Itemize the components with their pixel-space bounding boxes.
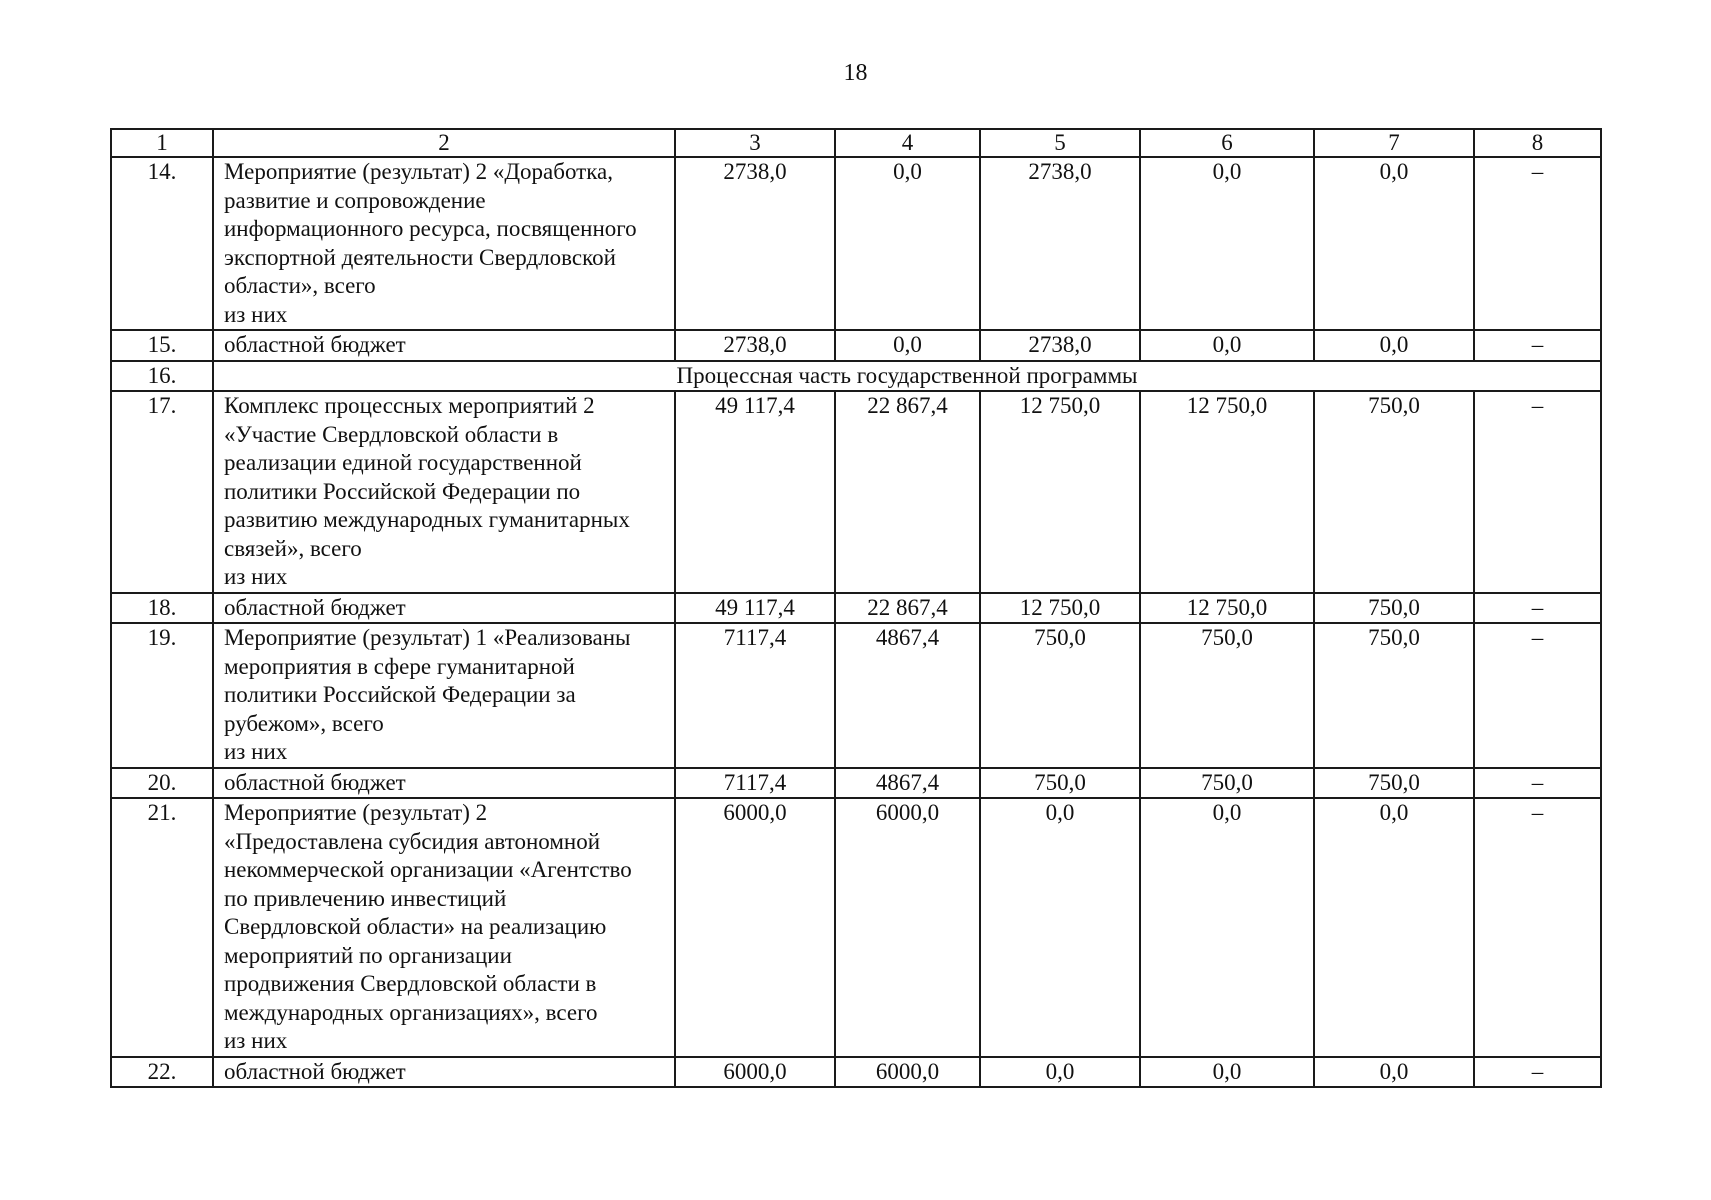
value-cell-col-8: – — [1474, 798, 1601, 1057]
value-cell-col-8: – — [1474, 623, 1601, 768]
description-cell — [213, 157, 675, 330]
value-cell-col-3: 49 117,4 — [675, 593, 835, 624]
row-number-cell: 14. — [111, 157, 213, 330]
description-line: политики Российской Федерации по — [224, 478, 581, 504]
value-cell-col-6: 0,0 — [1140, 1057, 1314, 1088]
description-line: по привлечению инвестиций — [224, 885, 507, 911]
description-line: связей», всего — [224, 535, 362, 561]
value-cell-col-3: 2738,0 — [675, 157, 835, 330]
value-cell-col-3: 2738,0 — [675, 330, 835, 361]
value-cell-col-3: 49 117,4 — [675, 391, 835, 593]
column-header: 6 — [1140, 129, 1314, 157]
row-number-cell: 20. — [111, 768, 213, 799]
column-header: 4 — [835, 129, 980, 157]
value-cell-col-8: – — [1474, 768, 1601, 799]
value-cell-col-8: – — [1474, 391, 1601, 593]
table-row — [111, 623, 1601, 768]
value-cell-col-4: 0,0 — [835, 330, 980, 361]
table-row — [111, 157, 1601, 330]
table-row — [111, 1057, 1601, 1088]
description-line: областной бюджет — [224, 332, 406, 357]
value-cell-col-7: 750,0 — [1314, 593, 1474, 624]
description-cell — [213, 798, 675, 1057]
description-cell — [213, 593, 675, 624]
column-number-header-row — [111, 129, 1601, 157]
description-line: политики Российской Федерации за — [224, 682, 576, 707]
value-cell-col-5: 0,0 — [980, 798, 1140, 1057]
description-line: области», всего — [224, 273, 376, 298]
column-header: 3 — [675, 129, 835, 157]
budget-table — [110, 128, 1602, 1088]
description-line: мероприятия в сфере гуманитарной — [224, 653, 575, 679]
value-cell-col-5: 0,0 — [980, 1057, 1140, 1088]
table-row — [111, 593, 1601, 624]
description-line: информационного ресурса, посвященного — [224, 216, 637, 241]
page-number: 18 — [843, 60, 868, 86]
value-cell-col-6: 12 750,0 — [1140, 593, 1314, 624]
column-header: 8 — [1474, 129, 1601, 157]
description-line: «Участие Свердловской области в — [224, 421, 559, 447]
value-cell-col-4: 6000,0 — [835, 798, 980, 1057]
table-row — [111, 768, 1601, 799]
row-number-cell: 21. — [111, 798, 213, 1057]
value-cell-col-8: – — [1474, 593, 1601, 624]
value-cell-col-7: 0,0 — [1314, 157, 1474, 330]
value-cell-col-7: 750,0 — [1314, 391, 1474, 593]
value-cell-col-7: 0,0 — [1314, 798, 1474, 1057]
description-line: продвижения Свердловской области в — [224, 971, 597, 996]
column-header: 5 — [980, 129, 1140, 157]
table-body — [111, 129, 1601, 1087]
description-cell — [213, 1057, 675, 1088]
value-cell-col-4: 22 867,4 — [835, 593, 980, 624]
description-cell — [213, 768, 675, 799]
section-row — [111, 361, 1601, 392]
description-line: некоммерческой организации «Агентство — [224, 857, 632, 882]
value-cell-col-4: 6000,0 — [835, 1057, 980, 1088]
value-cell-col-6: 0,0 — [1140, 157, 1314, 330]
description-line: мероприятий по организации — [224, 942, 512, 968]
value-cell-col-6: 12 750,0 — [1140, 391, 1314, 593]
description-line: Свердловской области» на реализацию — [224, 914, 607, 939]
table-row — [111, 330, 1601, 361]
description-line: развитие и сопровождение — [224, 187, 486, 213]
value-cell-col-3: 7117,4 — [675, 623, 835, 768]
description-cell — [213, 623, 675, 768]
value-cell-col-7: 750,0 — [1314, 623, 1474, 768]
section-title-cell: Процессная часть государственной программы — [213, 361, 1601, 392]
row-number-cell: 16. — [111, 361, 213, 392]
row-number-cell: 19. — [111, 623, 213, 768]
value-cell-col-7: 750,0 — [1314, 768, 1474, 799]
row-number-cell: 15. — [111, 330, 213, 361]
description-line: из них — [224, 564, 288, 589]
description-line: областной бюджет — [224, 1058, 406, 1084]
row-number-cell: 22. — [111, 1057, 213, 1088]
description-line: Мероприятие (результат) 2 — [224, 800, 488, 825]
description-line: Комплекс процессных мероприятий 2 — [224, 393, 595, 418]
value-cell-col-4: 4867,4 — [835, 623, 980, 768]
description-cell — [213, 330, 675, 361]
value-cell-col-7: 0,0 — [1314, 1057, 1474, 1088]
description-line: рубежом», всего — [224, 710, 384, 736]
value-cell-col-3: 6000,0 — [675, 1057, 835, 1088]
description-line: развитию международных гуманитарных — [224, 507, 630, 532]
value-cell-col-5: 2738,0 — [980, 330, 1140, 361]
value-cell-col-3: 6000,0 — [675, 798, 835, 1057]
column-header: 7 — [1314, 129, 1474, 157]
column-header: 1 — [111, 129, 213, 157]
row-number-cell: 18. — [111, 593, 213, 624]
table-row — [111, 798, 1601, 1057]
description-line: реализации единой государственной — [224, 450, 582, 475]
value-cell-col-4: 0,0 — [835, 157, 980, 330]
value-cell-col-5: 750,0 — [980, 768, 1140, 799]
row-number-cell: 17. — [111, 391, 213, 593]
description-line: из них — [224, 739, 288, 764]
value-cell-col-5: 12 750,0 — [980, 593, 1140, 624]
value-cell-col-6: 0,0 — [1140, 330, 1314, 361]
value-cell-col-8: – — [1474, 157, 1601, 330]
value-cell-col-7: 0,0 — [1314, 330, 1474, 361]
description-cell — [213, 391, 675, 593]
value-cell-col-3: 7117,4 — [675, 768, 835, 799]
description-line: экспортной деятельности Свердловской — [224, 244, 616, 270]
table-row — [111, 391, 1601, 593]
value-cell-col-5: 12 750,0 — [980, 391, 1140, 593]
column-header: 2 — [213, 129, 675, 157]
value-cell-col-4: 4867,4 — [835, 768, 980, 799]
description-line: из них — [224, 1028, 288, 1053]
value-cell-col-4: 22 867,4 — [835, 391, 980, 593]
value-cell-col-6: 0,0 — [1140, 798, 1314, 1057]
value-cell-col-8: – — [1474, 330, 1601, 361]
description-line: «Предоставлена субсидия автономной — [224, 828, 600, 854]
description-line: из них — [224, 301, 288, 327]
value-cell-col-5: 2738,0 — [980, 157, 1140, 330]
description-line: областной бюджет — [224, 769, 406, 795]
description-line: международных организациях», всего — [224, 999, 598, 1025]
value-cell-col-6: 750,0 — [1140, 768, 1314, 799]
description-line: Мероприятие (результат) 2 «Доработка, — [224, 159, 613, 184]
value-cell-col-8: – — [1474, 1057, 1601, 1088]
description-line: Мероприятие (результат) 1 «Реализованы — [224, 625, 631, 650]
value-cell-col-5: 750,0 — [980, 623, 1140, 768]
value-cell-col-6: 750,0 — [1140, 623, 1314, 768]
description-line: областной бюджет — [224, 594, 406, 620]
